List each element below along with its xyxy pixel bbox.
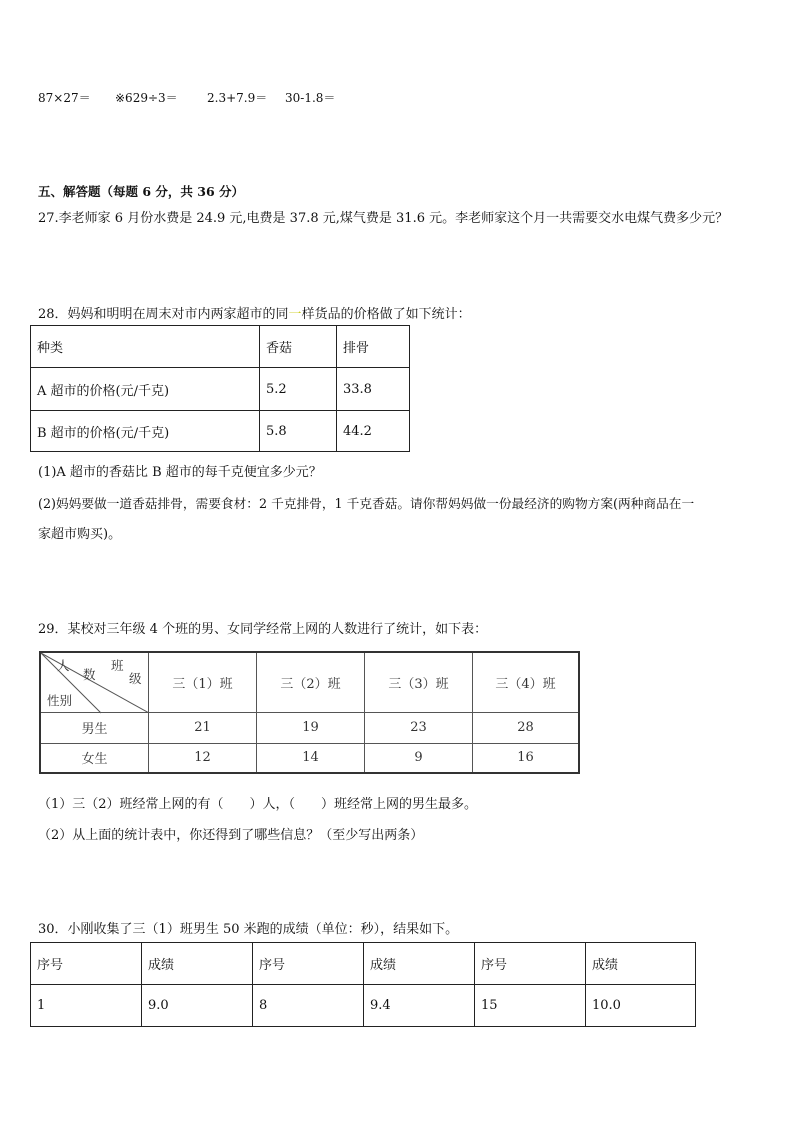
table-header: 序号 [475, 943, 586, 985]
table-header: 成绩 [142, 943, 253, 985]
table-row [31, 985, 696, 1027]
calc-item-1: 87×27＝ [38, 91, 91, 105]
question-28-sub2-line2: 家超市购买)。 [38, 527, 122, 542]
question-28-sub1: (1)A 超市的香菇比 B 超市的每千克便宜多少元？ [38, 465, 322, 480]
table-row [40, 652, 579, 712]
calc-item-3: 2.3+7.9＝ [207, 91, 268, 105]
corner-label-ban: 班 [111, 658, 124, 673]
table-cell: 28 [473, 712, 580, 743]
table-row [31, 943, 696, 985]
table-header: 成绩 [586, 943, 696, 985]
table-header: 序号 [253, 943, 364, 985]
table-cell: 8 [253, 985, 364, 1027]
corner-label-xingbie: 性别 [47, 693, 73, 708]
question-28 [38, 303, 471, 322]
question-28-sub2-line1: (2)妈妈要做一道香菇排骨，需要食材：2 千克排骨，1 千克香菇。请你帮妈妈做一份最经济的购物方案(两种商品在一 [38, 496, 695, 511]
question-27: 27.李老师家 6 月份水费是 24.9 元,电费是 37.8 元,煤气费是 31.6 元。李老师家这个月一共需要交水电煤气费多少元？ [38, 211, 729, 226]
table-cell: 23 [365, 712, 473, 743]
running-table [30, 942, 696, 1027]
table-header: 三（2）班 [257, 652, 365, 712]
table-cell: A 超市的价格(元/千克) [31, 368, 260, 411]
table-header: 排骨 [337, 326, 410, 368]
table-cell: 44.2 [337, 411, 410, 452]
table-cell: 9.4 [364, 985, 475, 1027]
table-cell: 12 [149, 743, 257, 773]
section-title: 五、解答题（每题 6 分，共 36 分） [38, 184, 245, 199]
table-cell: B 超市的价格(元/千克) [31, 411, 260, 452]
table-header: 序号 [31, 943, 142, 985]
table-cell: 33.8 [337, 368, 410, 411]
corner-label-ren: 人 [57, 658, 70, 673]
question-29-sub2: （2）从上面的统计表中，你还得到了哪些信息？（至少写出两条） [38, 828, 424, 843]
table-cell: 5.8 [260, 411, 337, 452]
internet-table [39, 651, 580, 774]
table-header: 香菇 [260, 326, 337, 368]
table-row [31, 411, 410, 452]
table-cell: 9.0 [142, 985, 253, 1027]
table-header: 成绩 [364, 943, 475, 985]
diagonal-header-cell [40, 652, 149, 712]
row-label: 女生 [40, 743, 149, 773]
table-cell: 15 [475, 985, 586, 1027]
question-28-text-b: 样货品的价格做了如下统计： [301, 307, 471, 322]
table-cell: 21 [149, 712, 257, 743]
table-cell: 16 [473, 743, 580, 773]
table-cell: 1 [31, 985, 142, 1027]
calc-item-2: ※629÷3＝ [115, 91, 178, 105]
table-header: 三（3）班 [365, 652, 473, 712]
table-header: 三（1）班 [149, 652, 257, 712]
calc-item-4: 30-1.8＝ [285, 91, 336, 105]
table-row [31, 368, 410, 411]
question-29-sub1: （1）三（2）班经常上网的有（ ）人，（ ）班经常上网的男生最多。 [38, 797, 478, 812]
table-cell: 9 [365, 743, 473, 773]
question-28-text-a: 28．妈妈和明明在周末对市内两家超市的同 [38, 307, 289, 322]
question-29: 29．某校对三年级 4 个班的男、女同学经常上网的人数进行了统计，如下表： [38, 622, 488, 637]
price-table [30, 325, 410, 452]
table-cell: 10.0 [586, 985, 696, 1027]
table-row [31, 326, 410, 368]
corner-label-ji: 级 [129, 671, 142, 686]
table-header: 三（4）班 [473, 652, 580, 712]
table-header: 种类 [31, 326, 260, 368]
table-row [40, 712, 579, 743]
row-label: 男生 [40, 712, 149, 743]
question-30: 30．小刚收集了三（1）班男生 50 米跑的成绩（单位：秒），结果如下。 [38, 922, 459, 937]
table-cell: 14 [257, 743, 365, 773]
table-cell: 5.2 [260, 368, 337, 411]
question-28-text-highlight: 一 [288, 307, 302, 322]
table-cell: 19 [257, 712, 365, 743]
table-row [40, 743, 579, 773]
corner-label-shu: 数 [83, 667, 96, 682]
